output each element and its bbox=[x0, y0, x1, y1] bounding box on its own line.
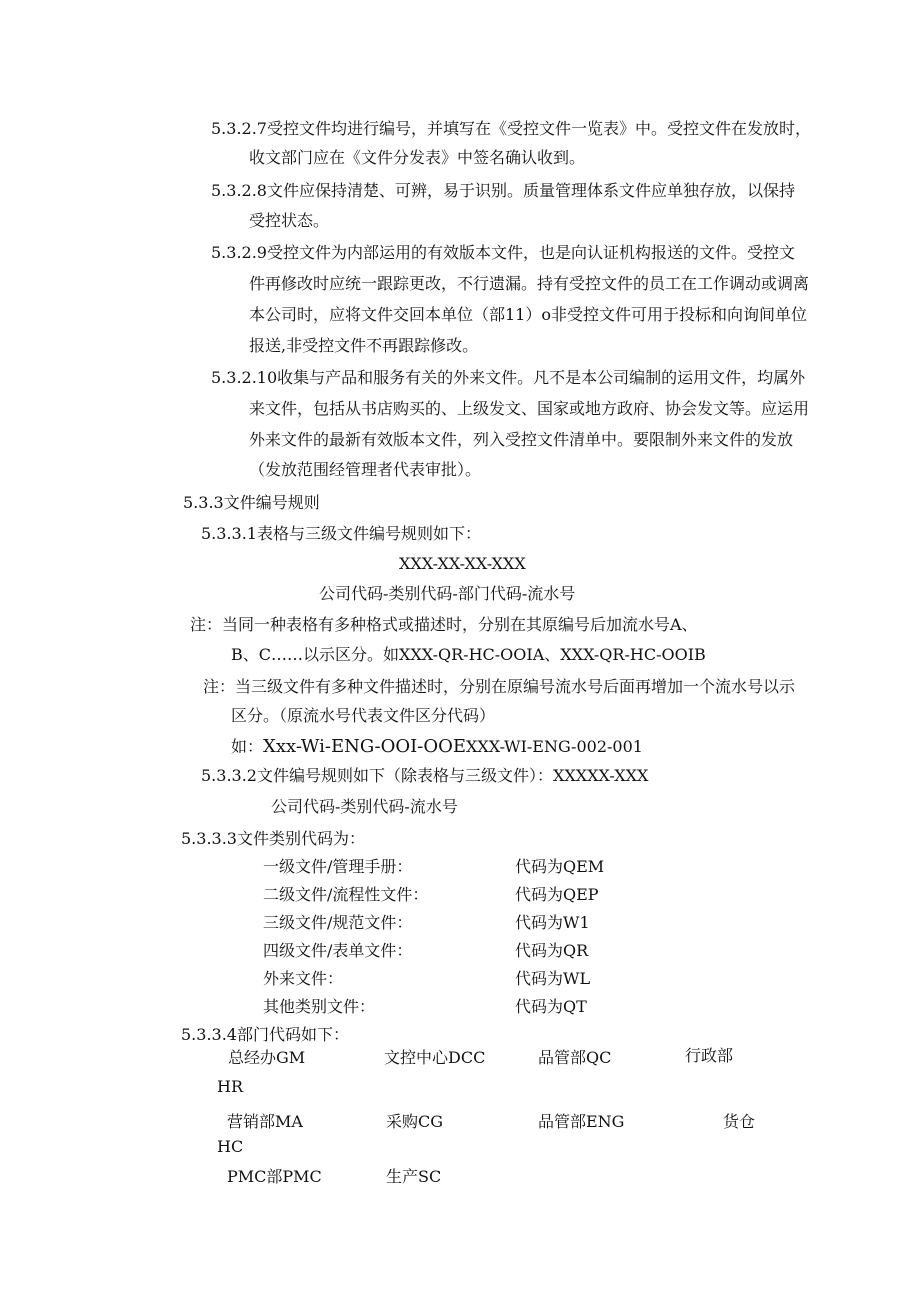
para-5329-line1: 5.3.2.9受控文件为内部运用的有效版本文件，也是向认证机构报送的文件。受控文 bbox=[211, 243, 795, 262]
category-code-5: 代码为WL bbox=[515, 969, 591, 988]
dept-dcc: 文控中心DCC bbox=[384, 1048, 486, 1067]
example-code-2: XXX-WI-ENG-002-001 bbox=[465, 737, 643, 756]
category-name-5: 外来文件： bbox=[263, 969, 344, 988]
example-line bbox=[231, 737, 643, 757]
para-53210-line4: （发放范围经管理者代表审批）。 bbox=[249, 460, 482, 479]
dept-eng: 品管部ENG bbox=[538, 1112, 625, 1131]
para-5329-line4: 报送,非受控文件不再跟踪修改。 bbox=[249, 336, 479, 355]
category-name-3: 三级文件/规范文件： bbox=[263, 913, 413, 932]
dept-hc: HC bbox=[217, 1137, 244, 1156]
category-name-2: 二级文件/流程性文件： bbox=[263, 885, 429, 904]
dept-hr: HR bbox=[217, 1077, 243, 1096]
section-5334-heading: 5.3.3.4部门代码如下： bbox=[181, 1025, 349, 1044]
para-5329-line2: 件再修改时应统一跟踪更改，不行遗漏。持有受控文件的员工在工作调动或调离 bbox=[249, 274, 810, 293]
dept-qc: 品管部QC bbox=[538, 1048, 612, 1067]
example-prefix: 如： bbox=[231, 737, 264, 756]
note-1-line1: 注：当同一种表格有多种格式或描述时，分别在其原编号后加流水号A、 bbox=[190, 615, 698, 634]
section-533-heading: 5.3.3文件编号规则 bbox=[183, 493, 320, 512]
category-code-1: 代码为QEM bbox=[515, 857, 605, 876]
dept-warehouse: 货仓 bbox=[723, 1112, 756, 1131]
category-name-6: 其他类别文件： bbox=[263, 997, 376, 1016]
dept-cg: 采购CG bbox=[386, 1112, 444, 1131]
category-code-4: 代码为QR bbox=[515, 941, 589, 960]
para-5328-line2: 受控状态。 bbox=[249, 211, 330, 230]
para-53210-line3: 外来文件的最新有效版本文件，列入受控文件清单中。要限制外来文件的发放 bbox=[249, 430, 794, 449]
section-5332-heading: 5.3.3.2文件编号规则如下（除表格与三级文件）：XXXXX-XXX bbox=[201, 766, 649, 785]
note-1-line2: B、C……以示区分。如XXX-QR-HC-OOIA、XXX-QR-HC-OOIB bbox=[231, 645, 706, 664]
dept-sc: 生产SC bbox=[386, 1167, 442, 1186]
para-5327-line2: 收文部门应在《文件分发表》中签名确认收到。 bbox=[249, 148, 586, 167]
section-5331-heading: 5.3.3.1表格与三级文件编号规则如下： bbox=[201, 524, 481, 543]
para-5329-line3: 本公司时，应将文件交回本单位（部11）o非受控文件可用于投标和向询间单位 bbox=[249, 305, 807, 324]
note-2-line2: 区分。（原流水号代表文件区分代码） bbox=[231, 706, 496, 725]
para-5327-line1: 5.3.2.7受控文件均进行编号，并填写在《受控文件一览表》中。受控文件在发放时， bbox=[211, 119, 811, 138]
dept-ma: 营销部MA bbox=[227, 1112, 303, 1131]
category-name-1: 一级文件/管理手册： bbox=[263, 857, 413, 876]
category-code-6: 代码为QT bbox=[515, 997, 587, 1016]
dept-pmc: PMC部PMC bbox=[227, 1167, 322, 1186]
format-2-description: 公司代码-类别代码-流水号 bbox=[271, 797, 458, 816]
section-5333-heading: 5.3.3.3文件类别代码为： bbox=[181, 829, 365, 848]
para-53210-line2: 来文件，包括从书店购买的、上级发文、国家或地方政府、协会发文等。应运用 bbox=[249, 399, 810, 418]
dept-admin: 行政部 bbox=[685, 1046, 734, 1065]
para-5328-line1: 5.3.2.8文件应保持清楚、可辨，易于识别。质量管理体系文件应单独存放，以保持 bbox=[211, 181, 795, 200]
para-53210-line1: 5.3.2.10收集与产品和服务有关的外来文件。凡不是本公司编制的运用文件，均属外 bbox=[211, 368, 806, 387]
format-1-pattern: XXX-XX-XX-XXX bbox=[399, 554, 526, 573]
example-code-1: Xxx-Wi-ENG-OOI-OOE bbox=[263, 736, 466, 757]
dept-gm: 总经办GM bbox=[228, 1048, 306, 1067]
format-1-description: 公司代码-类别代码-部门代码-流水号 bbox=[319, 584, 576, 603]
category-name-4: 四级文件/表单文件： bbox=[263, 941, 413, 960]
category-code-3: 代码为W1 bbox=[515, 913, 590, 932]
category-code-2: 代码为QEP bbox=[515, 885, 599, 904]
note-2-line1: 注：当三级文件有多种文件描述时，分别在原编号流水号后面再增加一个流水号以示 bbox=[203, 677, 796, 696]
